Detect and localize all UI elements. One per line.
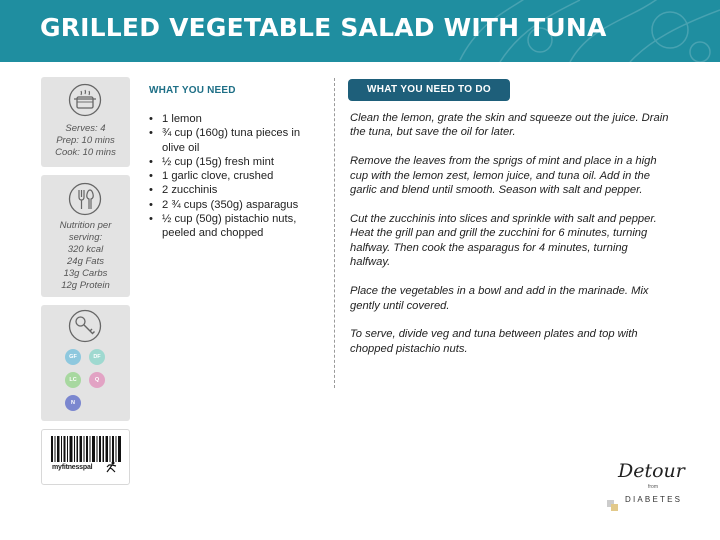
nutrition-info [41,220,130,292]
nutrition-label: Nutrition per [59,220,112,231]
serves-card [41,77,130,167]
gluten-free-badge: GF [65,349,81,365]
nutrition-label-cont: serving: [68,232,103,243]
logo-diabetes-text: DIABETES [625,495,683,504]
instruction-step: To serve, divide veg and tuna between plates and top with chopped pistachio nuts. [350,328,638,355]
quick-badge: Q [89,372,105,388]
ingredients-list [149,112,324,241]
detour-from-diabetes-logo [606,460,690,516]
instructions-steps [350,111,670,371]
prep-time-text: Prep: 10 mins [56,135,115,146]
logo-square-gold [611,504,618,511]
list-item: • 2 zucchinis [149,184,218,197]
key-icon [68,309,102,343]
ingredient-text: ¾ cup (160g) tuna pieces in olive oil [162,127,301,154]
cutlery-icon [68,182,102,216]
list-item: • ½ cup (50g) pistachio nuts, peeled and chopped [149,213,297,240]
instructions-heading-tab: WHAT YOU NEED TO DO [348,79,510,101]
nutrition-card [41,175,130,297]
list-item: • ½ cup (15g) fresh mint [149,155,274,168]
ingredient-text: 2 ¾ cups (350g) asparagus [162,198,299,211]
diet-key-card [41,305,130,421]
ingredient-text: 2 zucchinis [162,184,218,197]
nuts-badge: N [65,395,81,411]
serves-info [41,123,130,159]
header-banner [0,0,720,62]
instruction-step: Remove the leaves from the sprigs of mint and place in a high cup with the lemon zest, lemon juice, and tuna oil. Add in the garlic and blend until smooth. Season with salt and pepper. [350,155,657,197]
dairy-free-badge: DF [89,349,105,365]
instruction-step: Cut the zucchinis into slices and sprinkle with salt and pepper. Heat the grill pan and grill the zucchini for 6 minutes, turning halfway. Then cook the asparagus for 4 minutes, turning halfway. [350,213,657,269]
cook-time-text: Cook: 10 mins [55,147,116,158]
list-item: • 1 garlic clove, crushed [149,170,274,183]
pot-icon [68,83,102,117]
low-carb-badge: LC [65,372,81,388]
column-divider [334,78,335,388]
fats-text: 24g Fats [67,256,104,267]
myfitnesspal-label: myfitnesspal [52,464,93,471]
ingredient-text: ½ cup (50g) pistachio nuts, peeled and chopped [162,213,297,240]
myfitnesspal-card[interactable] [41,429,130,485]
protein-text: 12g Protein [61,280,110,291]
runner-icon [104,461,118,473]
logo-script-text: Detour [618,460,685,482]
barcode-icon [51,436,121,462]
instruction-step: Clean the lemon, grate the skin and squeeze out the juice. Drain the tuna, but save the oil for later. [350,112,669,139]
serves-text: Serves: 4 [65,123,106,134]
ingredients-heading: WHAT YOU NEED [149,85,236,96]
calories-text: 320 kcal [67,244,104,255]
carbs-text: 13g Carbs [63,268,108,279]
list-item: • ¾ cup (160g) tuna pieces in olive oil [149,127,301,154]
list-item: • 2 ¾ cups (350g) asparagus [149,198,299,211]
ingredient-text: 1 lemon [162,113,202,125]
instruction-step: Place the vegetables in a bowl and add in the marinade. Mix gently until covered. [350,285,649,312]
logo-from-text: from [648,484,658,490]
list-item: • 1 lemon [149,113,202,125]
ingredient-text: ½ cup (15g) fresh mint [162,155,274,168]
page-title: GRILLED VEGETABLE SALAD WITH TUNA [40,13,607,42]
ingredient-text: 1 garlic clove, crushed [162,170,274,183]
